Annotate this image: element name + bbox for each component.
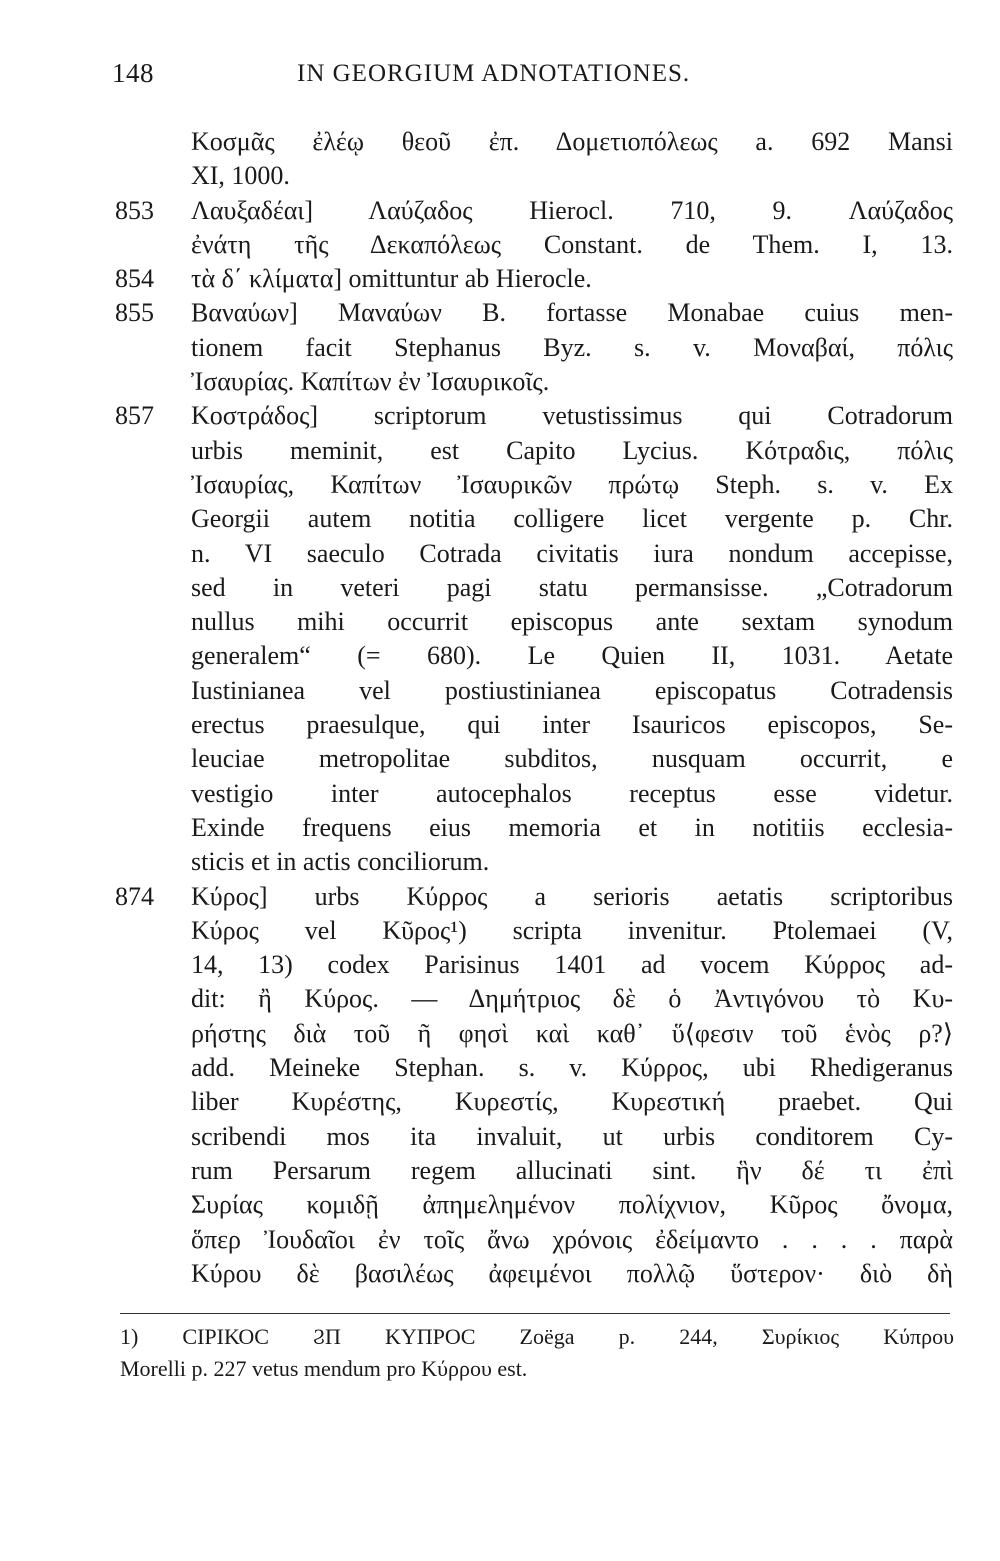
text-line <box>115 1188 953 1222</box>
line-reference-number: 855 <box>115 298 154 328</box>
line-text: rum Persarum regem allucinati sint. ἣν δέ τι ἐπὶ <box>191 1155 953 1185</box>
line-text: erectus praesulque, qui inter Isauricos episcopos, Se- <box>191 710 953 740</box>
line-text: leuciae metropolitae subditos, nusquam occurrit, e <box>191 744 953 774</box>
line-text: Κύρου δὲ βασιλέως ἀφειμένοι πολλῷ ὕστερον· διὸ δὴ <box>191 1258 953 1288</box>
line-reference-number: 874 <box>115 881 154 911</box>
text-line <box>115 399 953 433</box>
line-text: Κοσμᾶς ἐλέῳ θεοῦ ἐπ. Δομετιοπόλεως a. 692 Mansi <box>191 127 953 156</box>
text-line <box>115 434 953 468</box>
line-text: Βαναύων] Μαναύων B. fortasse Monabae cuius men- <box>191 298 953 328</box>
text-line <box>115 1051 953 1085</box>
line-reference-number: 853 <box>115 195 154 225</box>
running-head <box>112 58 762 98</box>
footnotes <box>120 1321 954 1385</box>
footnote-line: Morelli p. 227 vetus mendum pro Κύρρου est. <box>120 1356 528 1382</box>
line-text: n. VI saeculo Cotrada civitatis iura nondum accepisse, <box>191 538 953 568</box>
text-line <box>115 1257 953 1291</box>
text-line <box>115 468 953 502</box>
line-text: urbis meminit, est Capito Lycius. Κότραδις, πόλις <box>191 435 953 465</box>
text-line <box>115 228 953 262</box>
text-line <box>115 194 953 228</box>
line-text: ἐνάτη τῆς Δεκαπόλεως Constant. de Them. I, 13. <box>191 229 953 259</box>
line-text: tionem facit Stephanus Byz. s. v. Μοναβαί, πόλις <box>191 332 953 362</box>
line-text: XI, 1000. <box>191 161 290 191</box>
text-line <box>115 1017 953 1051</box>
line-text: Συρίας κομιδῇ ἀπημελημένον πολίχνιον, Κῦρος ὄνομα, <box>191 1190 953 1220</box>
text-line <box>115 777 953 811</box>
line-reference-number: 854 <box>115 264 154 294</box>
line-text: vestigio inter autocephalos receptus esse videtur. <box>191 778 953 808</box>
line-text: Georgii autem notitia colligere licet vergente p. Chr. <box>191 504 953 534</box>
line-text: dit: ἢ Κύρος. — Δημήτριος δὲ ὁ Ἀντιγόνου τὸ Κυ- <box>191 984 953 1014</box>
text-line <box>115 1085 953 1119</box>
line-text: scribendi mos ita invaluit, ut urbis conditorem Cy- <box>191 1121 953 1151</box>
line-text: Ἰσαυρίας. Καπίτων ἐν Ἰσαυρικοῖς. <box>191 367 550 397</box>
line-text: Exinde frequens eius memoria et in notitiis ecclesia- <box>191 812 953 842</box>
text-line <box>115 296 953 330</box>
line-text: 14, 13) codex Parisinus 1401 ad vocem Κύρρος ad- <box>191 950 953 980</box>
footnote-separator <box>120 1313 950 1314</box>
line-text: ρήστης διὰ τοῦ ῆ φησὶ καὶ καθ᾽ ὕ⟨φεσιν τοῦ ἑνὸς ρ?⟩ <box>191 1018 953 1048</box>
page-number: 148 <box>112 58 154 88</box>
text-line <box>115 571 953 605</box>
line-text: Κύρος vel Κῦρος¹) scripta invenitur. Ptolemaei (V, <box>191 915 953 945</box>
text-line <box>115 1154 953 1188</box>
line-text: Ἰσαυρίας, Καπίτων Ἰσαυρικῶν πρώτῳ Steph. s. v. Ex <box>191 469 953 499</box>
text-line <box>115 674 953 708</box>
line-text: nullus mihi occurrit episcopus ante sextam synodum <box>191 607 953 637</box>
text-line <box>115 811 953 845</box>
line-reference-number: 857 <box>115 401 154 431</box>
text-line <box>115 1223 953 1257</box>
text-line <box>115 742 953 776</box>
text-line <box>115 948 953 982</box>
line-text: generalem“ (= 680). Le Quien II, 1031. Aetate <box>191 641 953 671</box>
commentary-text <box>115 125 953 1291</box>
line-text: liber Κυρέστης, Κυρεστίς, Κυρεστική praebet. Qui <box>191 1087 953 1117</box>
text-line <box>115 880 953 914</box>
line-text: sticis et in actis conciliorum. <box>191 847 490 877</box>
footnote-line: 1) ϹΙΡΙΚΟϹ ϨΠ ΚΥΠΡΟϹ Zoëga p. 244, Συρίκιος Κύπρου <box>120 1324 954 1350</box>
text-line <box>115 125 953 159</box>
line-text: τὰ δ΄ κλίματα] omittuntur ab Hierocle. <box>191 264 592 294</box>
text-line <box>115 708 953 742</box>
line-text: add. Meineke Stephan. s. v. Κύρρος, ubi Rhedigeranus <box>191 1053 953 1083</box>
text-line <box>115 605 953 639</box>
text-line <box>115 159 953 193</box>
running-title: IN GEORGIUM ADNOTATIONES. <box>297 60 691 87</box>
line-text: sed in veteri pagi statu permansisse. „Cotradorum <box>191 572 953 602</box>
line-text: ὅπερ Ἰουδαῖοι ἐν τοῖς ἄνω χρόνοις ἐδείμαντο . . . . παρὰ <box>191 1224 953 1254</box>
text-line <box>115 262 953 296</box>
text-line <box>115 1120 953 1154</box>
text-line <box>115 365 953 399</box>
text-line <box>115 982 953 1016</box>
text-line <box>115 331 953 365</box>
text-line <box>115 639 953 673</box>
line-text: Κοστράδος] scriptorum vetustissimus qui Cotradorum <box>191 401 953 431</box>
text-line <box>115 845 953 879</box>
text-line <box>115 502 953 536</box>
text-line <box>115 914 953 948</box>
line-text: Κύρος] urbs Κύρρος a serioris aetatis scriptoribus <box>191 881 953 911</box>
line-text: Λαυξαδέαι] Λαύζαδος Hierocl. 710, 9. Λαύζαδος <box>191 195 953 225</box>
text-line <box>115 537 953 571</box>
line-text: Iustinianea vel postiustinianea episcopatus Cotradensis <box>191 675 953 705</box>
